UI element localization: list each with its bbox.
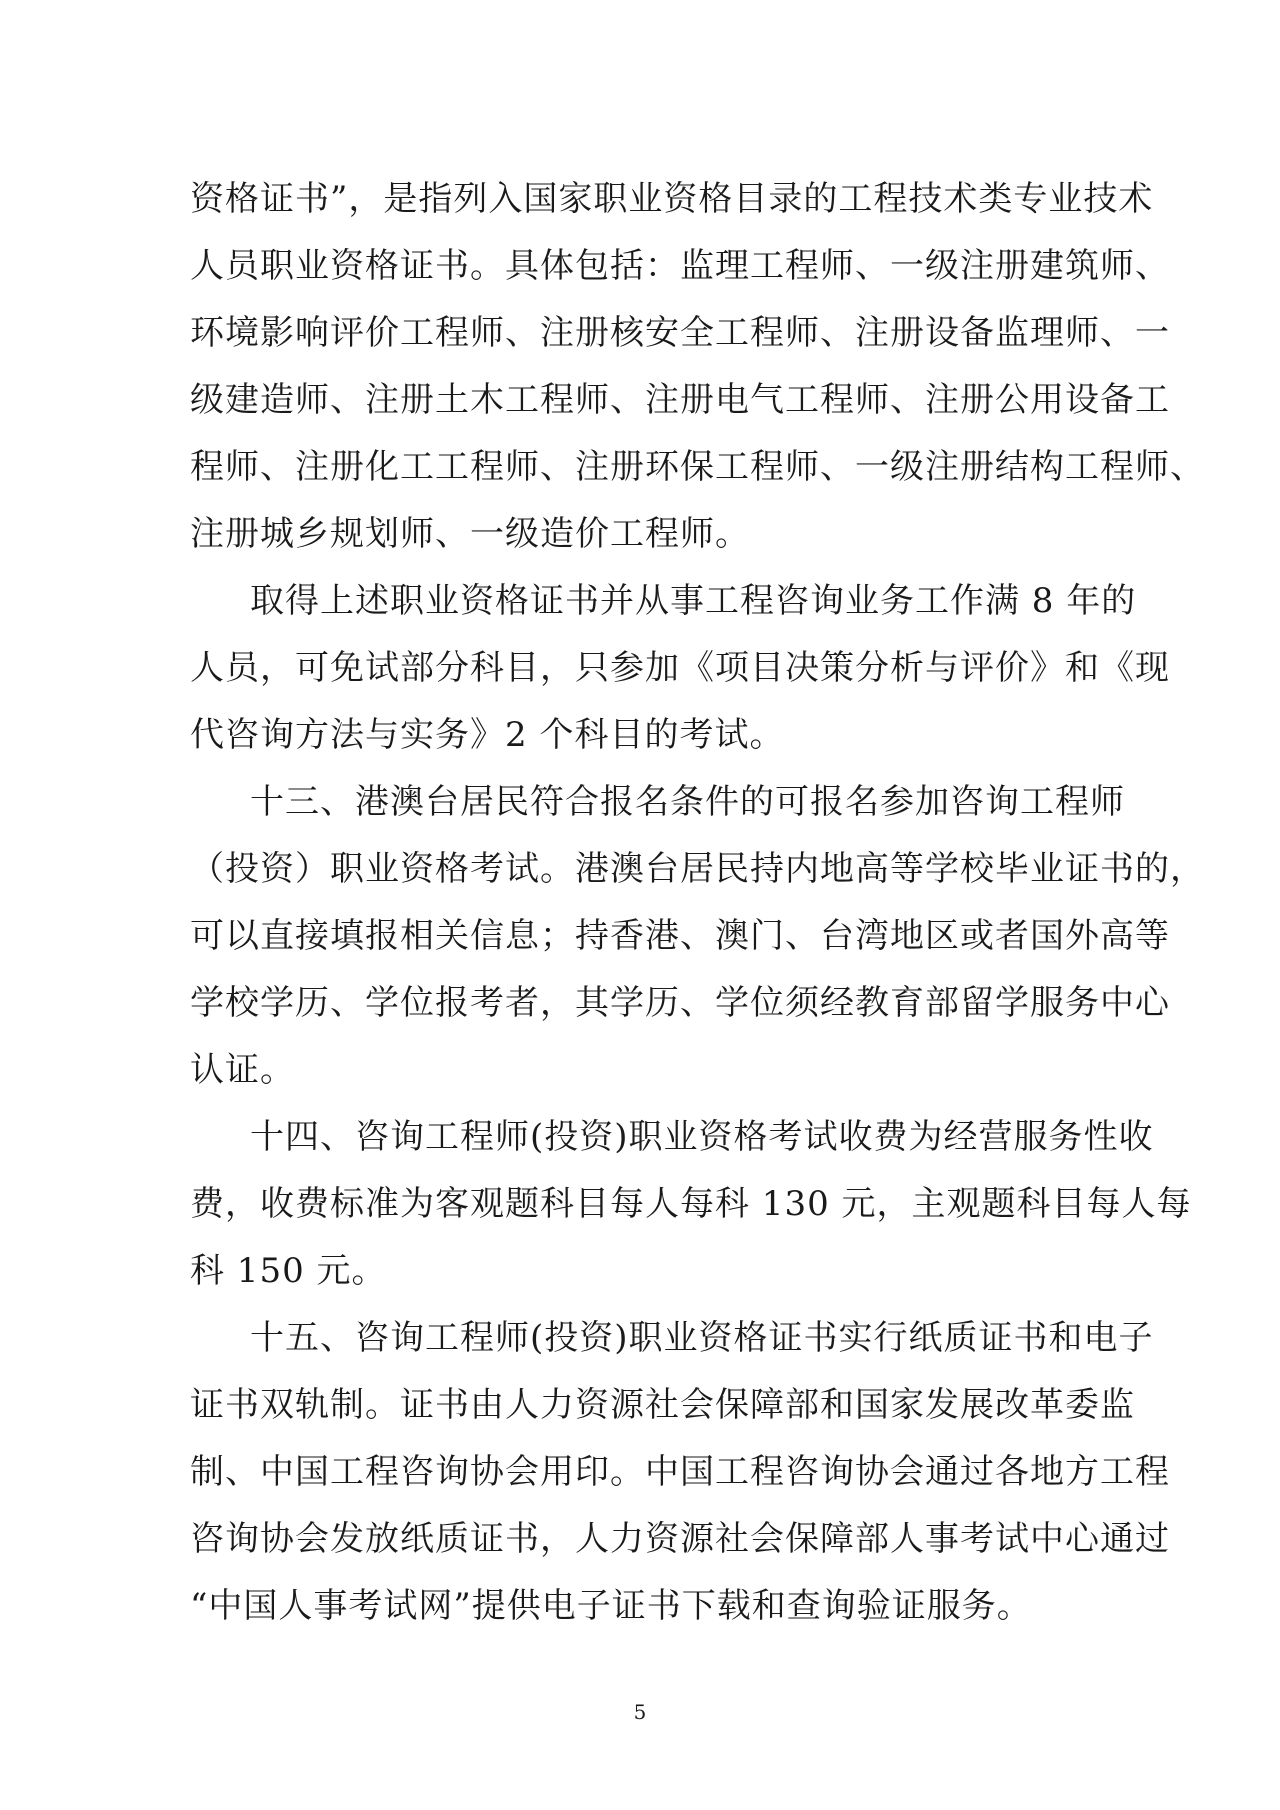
paragraph-item-14	[190, 1104, 1192, 1305]
page-number: 5	[633, 1700, 647, 1724]
text-line: 十四、咨询工程师(投资)职业资格考试收费为经营服务性收	[250, 1117, 1154, 1157]
paragraph-item-15	[190, 1305, 1170, 1640]
text-line: 环境影响评价工程师、注册核安全工程师、注册设备监理师、一	[190, 313, 1170, 353]
document-body	[190, 166, 1205, 1640]
text-line: 十五、咨询工程师(投资)职业资格证书实行纸质证书和电子	[250, 1318, 1154, 1358]
text-line: 咨询协会发放纸质证书，人力资源社会保障部人事考试中心通过	[190, 1519, 1170, 1559]
text-line: （投资）职业资格考试。港澳台居民持内地高等学校毕业证书的，	[190, 849, 1205, 889]
text-line: 可以直接填报相关信息；持香港、澳门、台湾地区或者国外高等	[190, 916, 1170, 956]
text-line: 证书双轨制。证书由人力资源社会保障部和国家发展改革委监	[190, 1385, 1135, 1425]
text-line: 程师、注册化工工程师、注册环保工程师、一级注册结构工程师、	[190, 447, 1205, 487]
text-line: 制、中国工程咨询协会用印。中国工程咨询协会通过各地方工程	[190, 1452, 1170, 1492]
text-line: 十三、港澳台居民符合报名条件的可报名参加咨询工程师	[250, 782, 1125, 822]
paragraph-exemption	[190, 568, 1170, 769]
text-line: 费，收费标准为客观题科目每人每科 130 元，主观题科目每人每	[190, 1184, 1192, 1224]
text-line: 级建造师、注册土木工程师、注册电气工程师、注册公用设备工	[190, 380, 1170, 420]
text-line: “中国人事考试网”提供电子证书下载和查询验证服务。	[190, 1586, 1032, 1626]
text-line: 学校学历、学位报考者，其学历、学位须经教育部留学服务中心	[190, 983, 1170, 1023]
text-line: 注册城乡规划师、一级造价工程师。	[190, 514, 750, 554]
paragraph-certificate-list	[190, 166, 1205, 568]
text-line: 取得上述职业资格证书并从事工程咨询业务工作满 8 年的	[250, 581, 1137, 621]
text-line: 人员职业资格证书。具体包括：监理工程师、一级注册建筑师、	[190, 246, 1170, 286]
text-line: 代咨询方法与实务》2 个科目的考试。	[190, 715, 785, 755]
text-line: 资格证书”，是指列入国家职业资格目录的工程技术类专业技术	[190, 179, 1154, 219]
text-line: 认证。	[190, 1050, 295, 1090]
paragraph-item-13	[190, 769, 1205, 1104]
text-line: 人员，可免试部分科目，只参加《项目决策分析与评价》和《现	[190, 648, 1170, 688]
text-line: 科 150 元。	[190, 1251, 387, 1291]
